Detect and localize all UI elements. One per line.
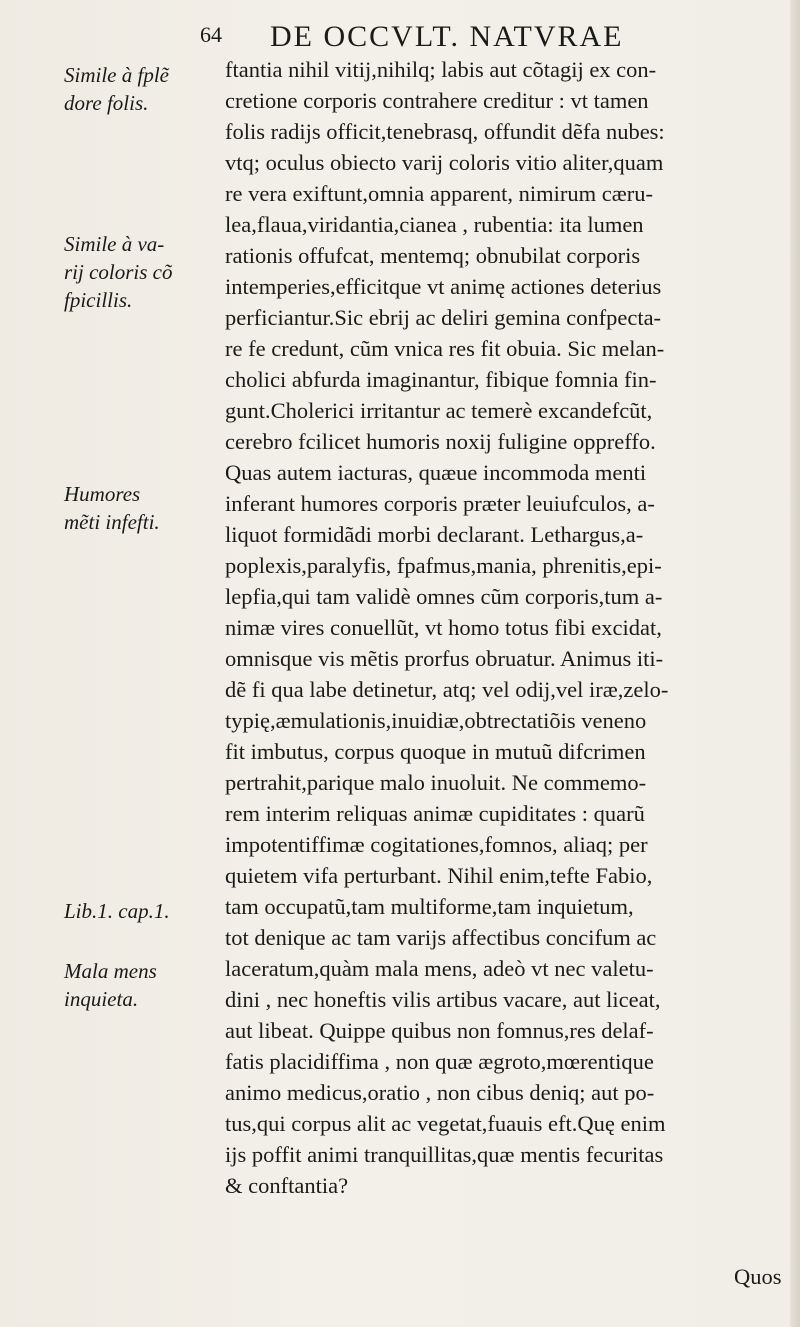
- marginal-note: Lib.1. cap.1.: [64, 899, 170, 923]
- text-line: re fe credunt, cũm vnica res fit obuia. Sic melan-: [225, 336, 665, 361]
- text-line: cholici abfurda imaginantur, fibique fomnia fin-: [225, 367, 657, 392]
- text-line: animo medicus,oratio , non cibus deniq; aut po-: [225, 1080, 655, 1105]
- text-line: liquot formidãdi morbi declarant. Lethargus,a-: [225, 522, 644, 547]
- page-number: 64: [200, 22, 222, 47]
- text-line: fit imbutus, corpus quoque in mutuũ difcrimen: [225, 739, 646, 764]
- text-line: gunt.Cholerici irritantur ac temerè excandefcũt,: [225, 398, 653, 423]
- text-line: intemperies,efficitque vt animę actiones deterius: [225, 274, 662, 299]
- text-line: inferant humores corporis præter leuiufculos, a-: [225, 491, 655, 516]
- text-line: perficiantur.Sic ebrij ac deliri gemina confpecta-: [225, 305, 662, 330]
- marginal-note: Humores mẽti infefti.: [64, 482, 160, 534]
- text-line: ijs poffit animi tranquillitas,quæ mentis fecuritas: [225, 1142, 664, 1167]
- text-line: re vera exiftunt,omnia apparent, nimirum cæru-: [225, 181, 653, 206]
- text-line: ftantia nihil vitij,nihilq; labis aut cõtagij ex con-: [225, 57, 657, 82]
- text-line: quietem vifa perturbant. Nihil enim,tefte Fabio,: [225, 863, 653, 888]
- running-head: DE OCCVLT. NATVRAE: [270, 20, 624, 53]
- text-line: dẽ fi qua labe detinetur, atq; vel odij,vel iræ,zelo-: [225, 677, 669, 702]
- text-line: folis radijs officit,tenebrasq, offundit dẽfa nubes:: [225, 119, 665, 144]
- text-line: impotentiffimæ cogitationes,fomnos, aliaq; per: [225, 832, 648, 857]
- text-line: rem interim reliquas animæ cupiditates : quarũ: [225, 801, 645, 826]
- text-line: tot denique ac tam varijs affectibus concifum ac: [225, 925, 657, 950]
- text-line: tus,qui corpus alit ac vegetat,fuauis eft.Quę enim: [225, 1111, 666, 1136]
- text-line: dini , nec honeftis vilis artibus vacare, aut liceat,: [225, 987, 661, 1012]
- text-line: vtq; oculus obiecto varij coloris vitio aliter,quam: [225, 150, 664, 175]
- text-line: Quas autem iacturas, quæue incommoda menti: [225, 460, 647, 485]
- main-text-block: [225, 54, 790, 1201]
- marginal-note: Mala mens inquieta.: [64, 959, 157, 1011]
- text-line: pertrahit,parique malo inuoluit. Ne commemo-: [225, 770, 647, 795]
- text-line: lea,flaua,viridantia,cianea , rubentia: ita lumen: [225, 212, 644, 237]
- text-line: rationis offufcat, mentemq; obnubilat corporis: [225, 243, 641, 268]
- text-line: lepfia,qui tam validè omnes cũm corporis,tum a-: [225, 584, 663, 609]
- text-line: typię,æmulationis,inuidiæ,obtrectatiõis veneno: [225, 708, 647, 733]
- text-line: cerebro fcilicet humoris noxij fuligine oppreffo.: [225, 429, 656, 454]
- text-line: laceratum,quàm mala mens, adeò vt nec valetu-: [225, 956, 654, 981]
- marginal-note: Simile à fplẽ dore folis.: [64, 63, 169, 115]
- text-line: nimæ vires conuellũt, vt homo totus fibi excidat,: [225, 615, 662, 640]
- marginal-note: Simile à va- rij coloris cõ fpicillis.: [64, 232, 173, 312]
- text-line: poplexis,paralyfis, fpafmus,mania, phrenitis,epi-: [225, 553, 662, 578]
- text-line: omnisque vis mẽtis prorfus obruatur. Animus iti-: [225, 646, 664, 671]
- text-line: & conftantia?: [225, 1173, 349, 1198]
- text-line: fatis placidiffima , non quæ ægroto,mœrentique: [225, 1049, 654, 1074]
- text-line: tam occupatũ,tam multiforme,tam inquietum,: [225, 894, 634, 919]
- catchword: Quos: [734, 1264, 782, 1289]
- page-edge-shadow: [790, 0, 800, 1327]
- text-line: cretione corporis contrahere creditur : vt tamen: [225, 88, 649, 113]
- text-line: aut libeat. Quippe quibus non fomnus,res delaf-: [225, 1018, 654, 1043]
